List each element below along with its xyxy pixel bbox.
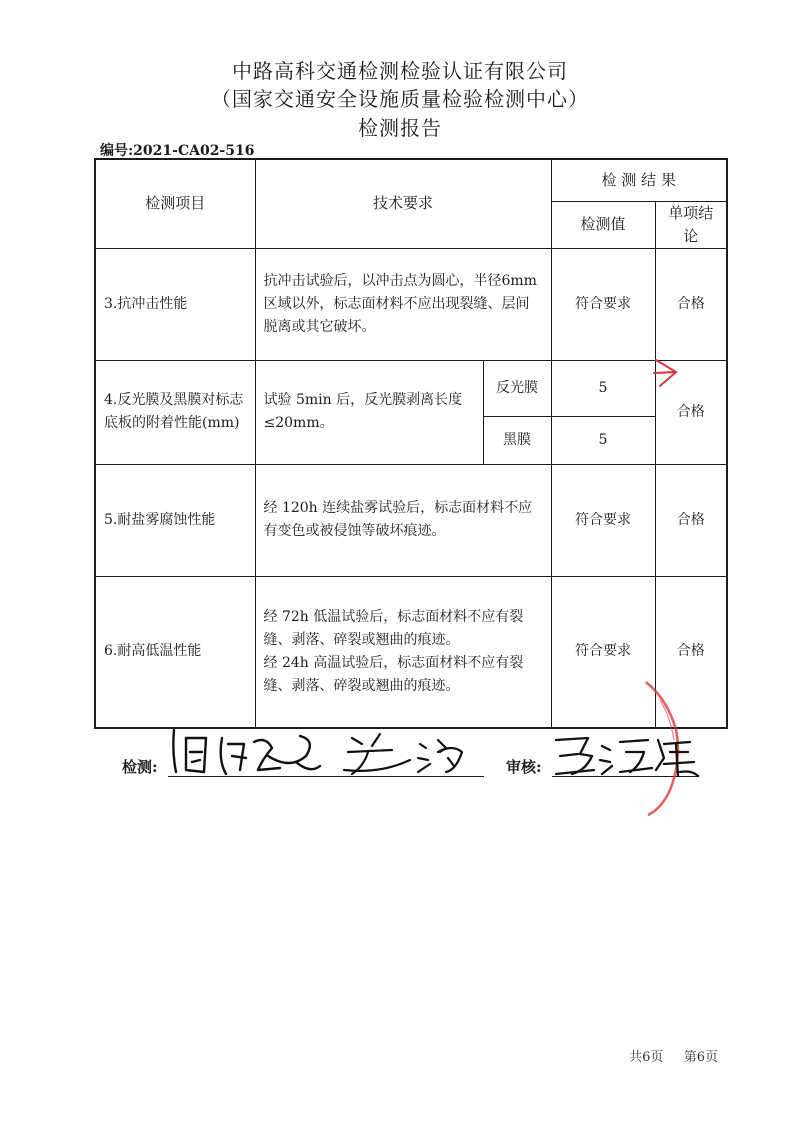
row-requirement: 抗冲击试验后，以冲击点为圆心，半径6mm 区域以外，标志面材料不应出现裂缝、层间脱离或其它破坏。 — [255, 248, 551, 360]
row-conclusion: 合格 — [655, 360, 727, 464]
row-conclusion: 合格 — [655, 464, 727, 576]
tester-label: 检测: — [122, 758, 158, 776]
page-footer — [629, 1046, 718, 1065]
row-conclusion: 合格 — [655, 248, 727, 360]
row-item: 4.反光膜及黑膜对标志底板的附着性能(mm) — [95, 360, 255, 464]
reviewer-signature-line — [552, 776, 698, 777]
row-value: 符合要求 — [551, 576, 655, 728]
requirement-line-1: 经 72h 低温试验后，标志面材料不应有裂缝、剥落、碎裂或翘曲的痕迹。 — [263, 608, 524, 648]
header-results: 检 测 结 果 — [551, 159, 727, 201]
table-row — [95, 576, 727, 728]
row-value: 符合要求 — [551, 248, 655, 360]
results-table — [94, 158, 728, 729]
tester-signature-line — [168, 776, 484, 777]
header-requirement: 技术要求 — [255, 159, 551, 248]
row-requirement — [255, 576, 551, 728]
sub-value-reflective: 5 — [551, 360, 655, 416]
total-pages: 共6页 — [629, 1050, 664, 1065]
reviewer-signature — [556, 738, 698, 776]
row-item: 3.抗冲击性能 — [95, 248, 255, 360]
reviewer-label: 审核: — [506, 758, 542, 776]
row-conclusion: 合格 — [655, 576, 727, 728]
sub-value-black: 5 — [551, 416, 655, 464]
table-row — [95, 248, 727, 360]
header-conclusion: 单项结论 — [655, 201, 727, 248]
row-item: 6.耐高低温性能 — [95, 576, 255, 728]
row-requirement: 经 120h 连续盐雾试验后，标志面材料不应有变色或被侵蚀等破坏痕迹。 — [255, 464, 551, 576]
table-row — [95, 360, 727, 416]
row-requirement: 试验 5min 后，反光膜剥离长度≤20mm。 — [255, 360, 483, 464]
report-title: 检测报告 — [358, 116, 442, 140]
sub-label-reflective: 反光膜 — [483, 360, 551, 416]
center-name: （国家交通安全设施质量检验检测中心） — [211, 87, 589, 111]
row-item: 5.耐盐雾腐蚀性能 — [95, 464, 255, 576]
sub-label-black: 黑膜 — [483, 416, 551, 464]
requirement-line-2: 经 24h 高温试验后，标志面材料不应有裂缝、剥落、碎裂或翘曲的痕迹。 — [263, 654, 524, 694]
report-number: 编号:2021-CA02-516 — [100, 143, 255, 159]
header-value: 检测值 — [551, 201, 655, 248]
row-value: 符合要求 — [551, 464, 655, 576]
current-page: 第6页 — [683, 1050, 718, 1065]
table-row — [95, 464, 727, 576]
header-item: 检测项目 — [95, 159, 255, 248]
org-name: 中路高科交通检测检验认证有限公司 — [232, 59, 568, 83]
tester-signature-2 — [344, 734, 462, 774]
tester-signature-1 — [173, 730, 320, 774]
